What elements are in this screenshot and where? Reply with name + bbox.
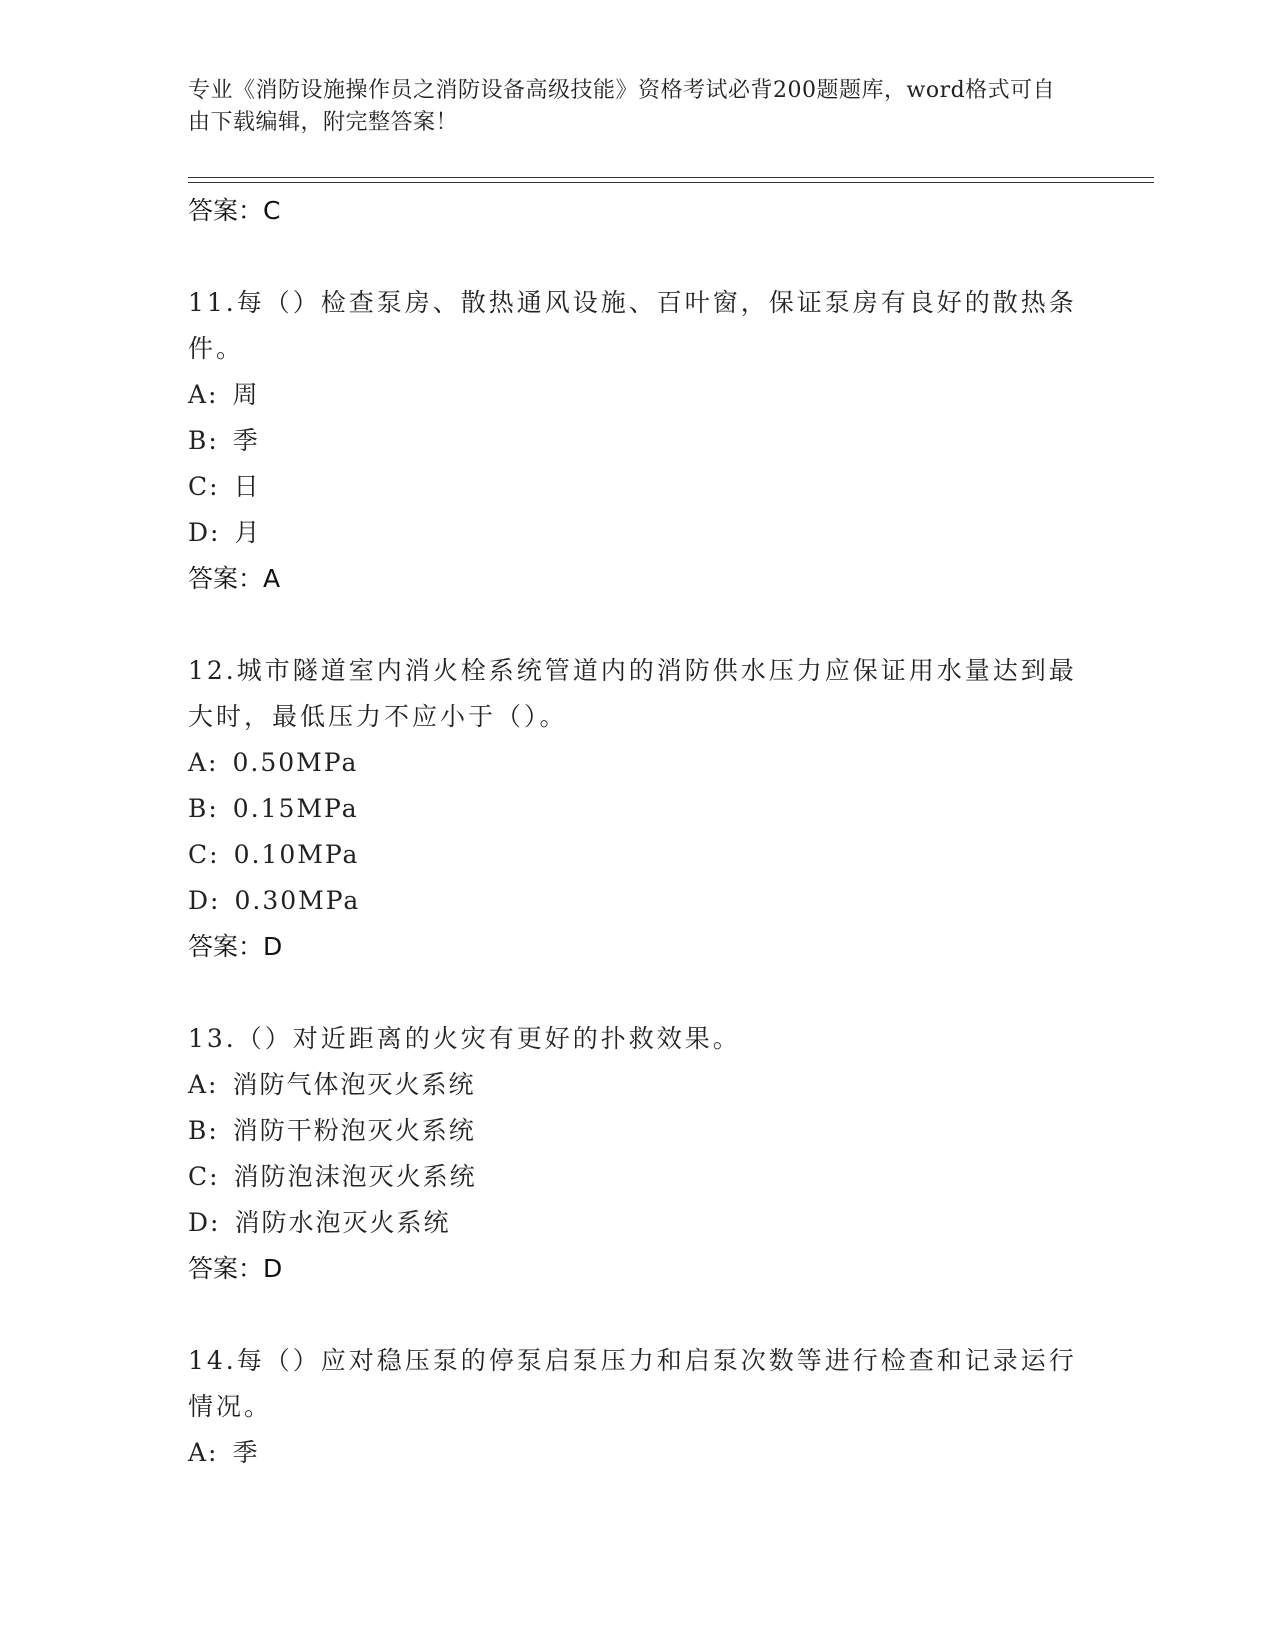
header-divider-top <box>188 177 1154 178</box>
question-13-option-c <box>188 1154 1088 1200</box>
option-letter: D: <box>188 886 221 915</box>
option-text: 消防干粉泡灭火系统 <box>232 1116 476 1145</box>
option-text: 消防气体泡灭火系统 <box>232 1070 476 1099</box>
option-text: 0.10MPa <box>233 840 360 869</box>
option-letter: C: <box>188 1162 220 1191</box>
option-text: 周 <box>232 380 260 409</box>
option-letter: D: <box>188 1208 221 1237</box>
question-14-text: 14.每（）应对稳压泵的停泵启泵压力和启泵次数等进行检查和记录运行情况。 <box>188 1346 1077 1421</box>
header-divider-bottom <box>188 182 1154 183</box>
option-text: 消防水泡灭火系统 <box>234 1208 451 1237</box>
question-11-option-b <box>188 418 1088 464</box>
document-header: 专业《消防设施操作员之消防设备高级技能》资格考试必背200题题库，word格式可自由下载编辑，附完整答案！ <box>188 78 1056 135</box>
option-text: 0.15MPa <box>232 794 359 823</box>
option-text: 0.50MPa <box>232 748 359 777</box>
option-letter: B: <box>188 794 219 823</box>
option-text: 季 <box>232 1438 260 1467</box>
option-text: 月 <box>234 518 262 547</box>
question-12-text: 12.城市隧道室内消火栓系统管道内的消防供水压力应保证用水量达到最大时，最低压力不应小于（）。 <box>188 656 1077 731</box>
option-letter: C: <box>188 472 220 501</box>
question-11-option-a <box>188 372 1088 418</box>
option-text: 消防泡沫泡灭火系统 <box>233 1162 477 1191</box>
option-letter: A: <box>188 1438 219 1467</box>
question-13-option-d <box>188 1200 1088 1246</box>
question-12-option-b <box>188 786 1088 832</box>
question-13-text: 13.（）对近距离的火灾有更好的扑救效果。 <box>188 1024 741 1053</box>
option-text: 季 <box>232 426 260 455</box>
option-letter: B: <box>188 1116 219 1145</box>
question-11-option-d <box>188 510 1088 556</box>
option-letter: D: <box>188 518 221 547</box>
question-13-option-b <box>188 1108 1088 1154</box>
question-12-answer: 答案：D <box>188 932 283 961</box>
question-12-option-c <box>188 832 1088 878</box>
option-text: 0.30MPa <box>234 886 361 915</box>
question-14-option-a <box>188 1430 1088 1476</box>
question-13-answer: 答案：D <box>188 1254 283 1283</box>
question-12-option-d <box>188 878 1088 924</box>
question-11-text: 11.每（）检查泵房、散热通风设施、百叶窗，保证泵房有良好的散热条件。 <box>188 288 1077 363</box>
question-12-option-a <box>188 740 1088 786</box>
option-text: 日 <box>233 472 261 501</box>
question-11-answer: 答案：A <box>188 564 281 593</box>
option-letter: A: <box>188 1070 219 1099</box>
option-letter: B: <box>188 426 219 455</box>
question-13-option-a <box>188 1062 1088 1108</box>
option-letter: C: <box>188 840 220 869</box>
option-letter: A: <box>188 748 219 777</box>
option-letter: A: <box>188 380 219 409</box>
question-list <box>188 188 1088 1476</box>
previous-answer: 答案：C <box>188 196 281 225</box>
question-11-option-c <box>188 464 1088 510</box>
